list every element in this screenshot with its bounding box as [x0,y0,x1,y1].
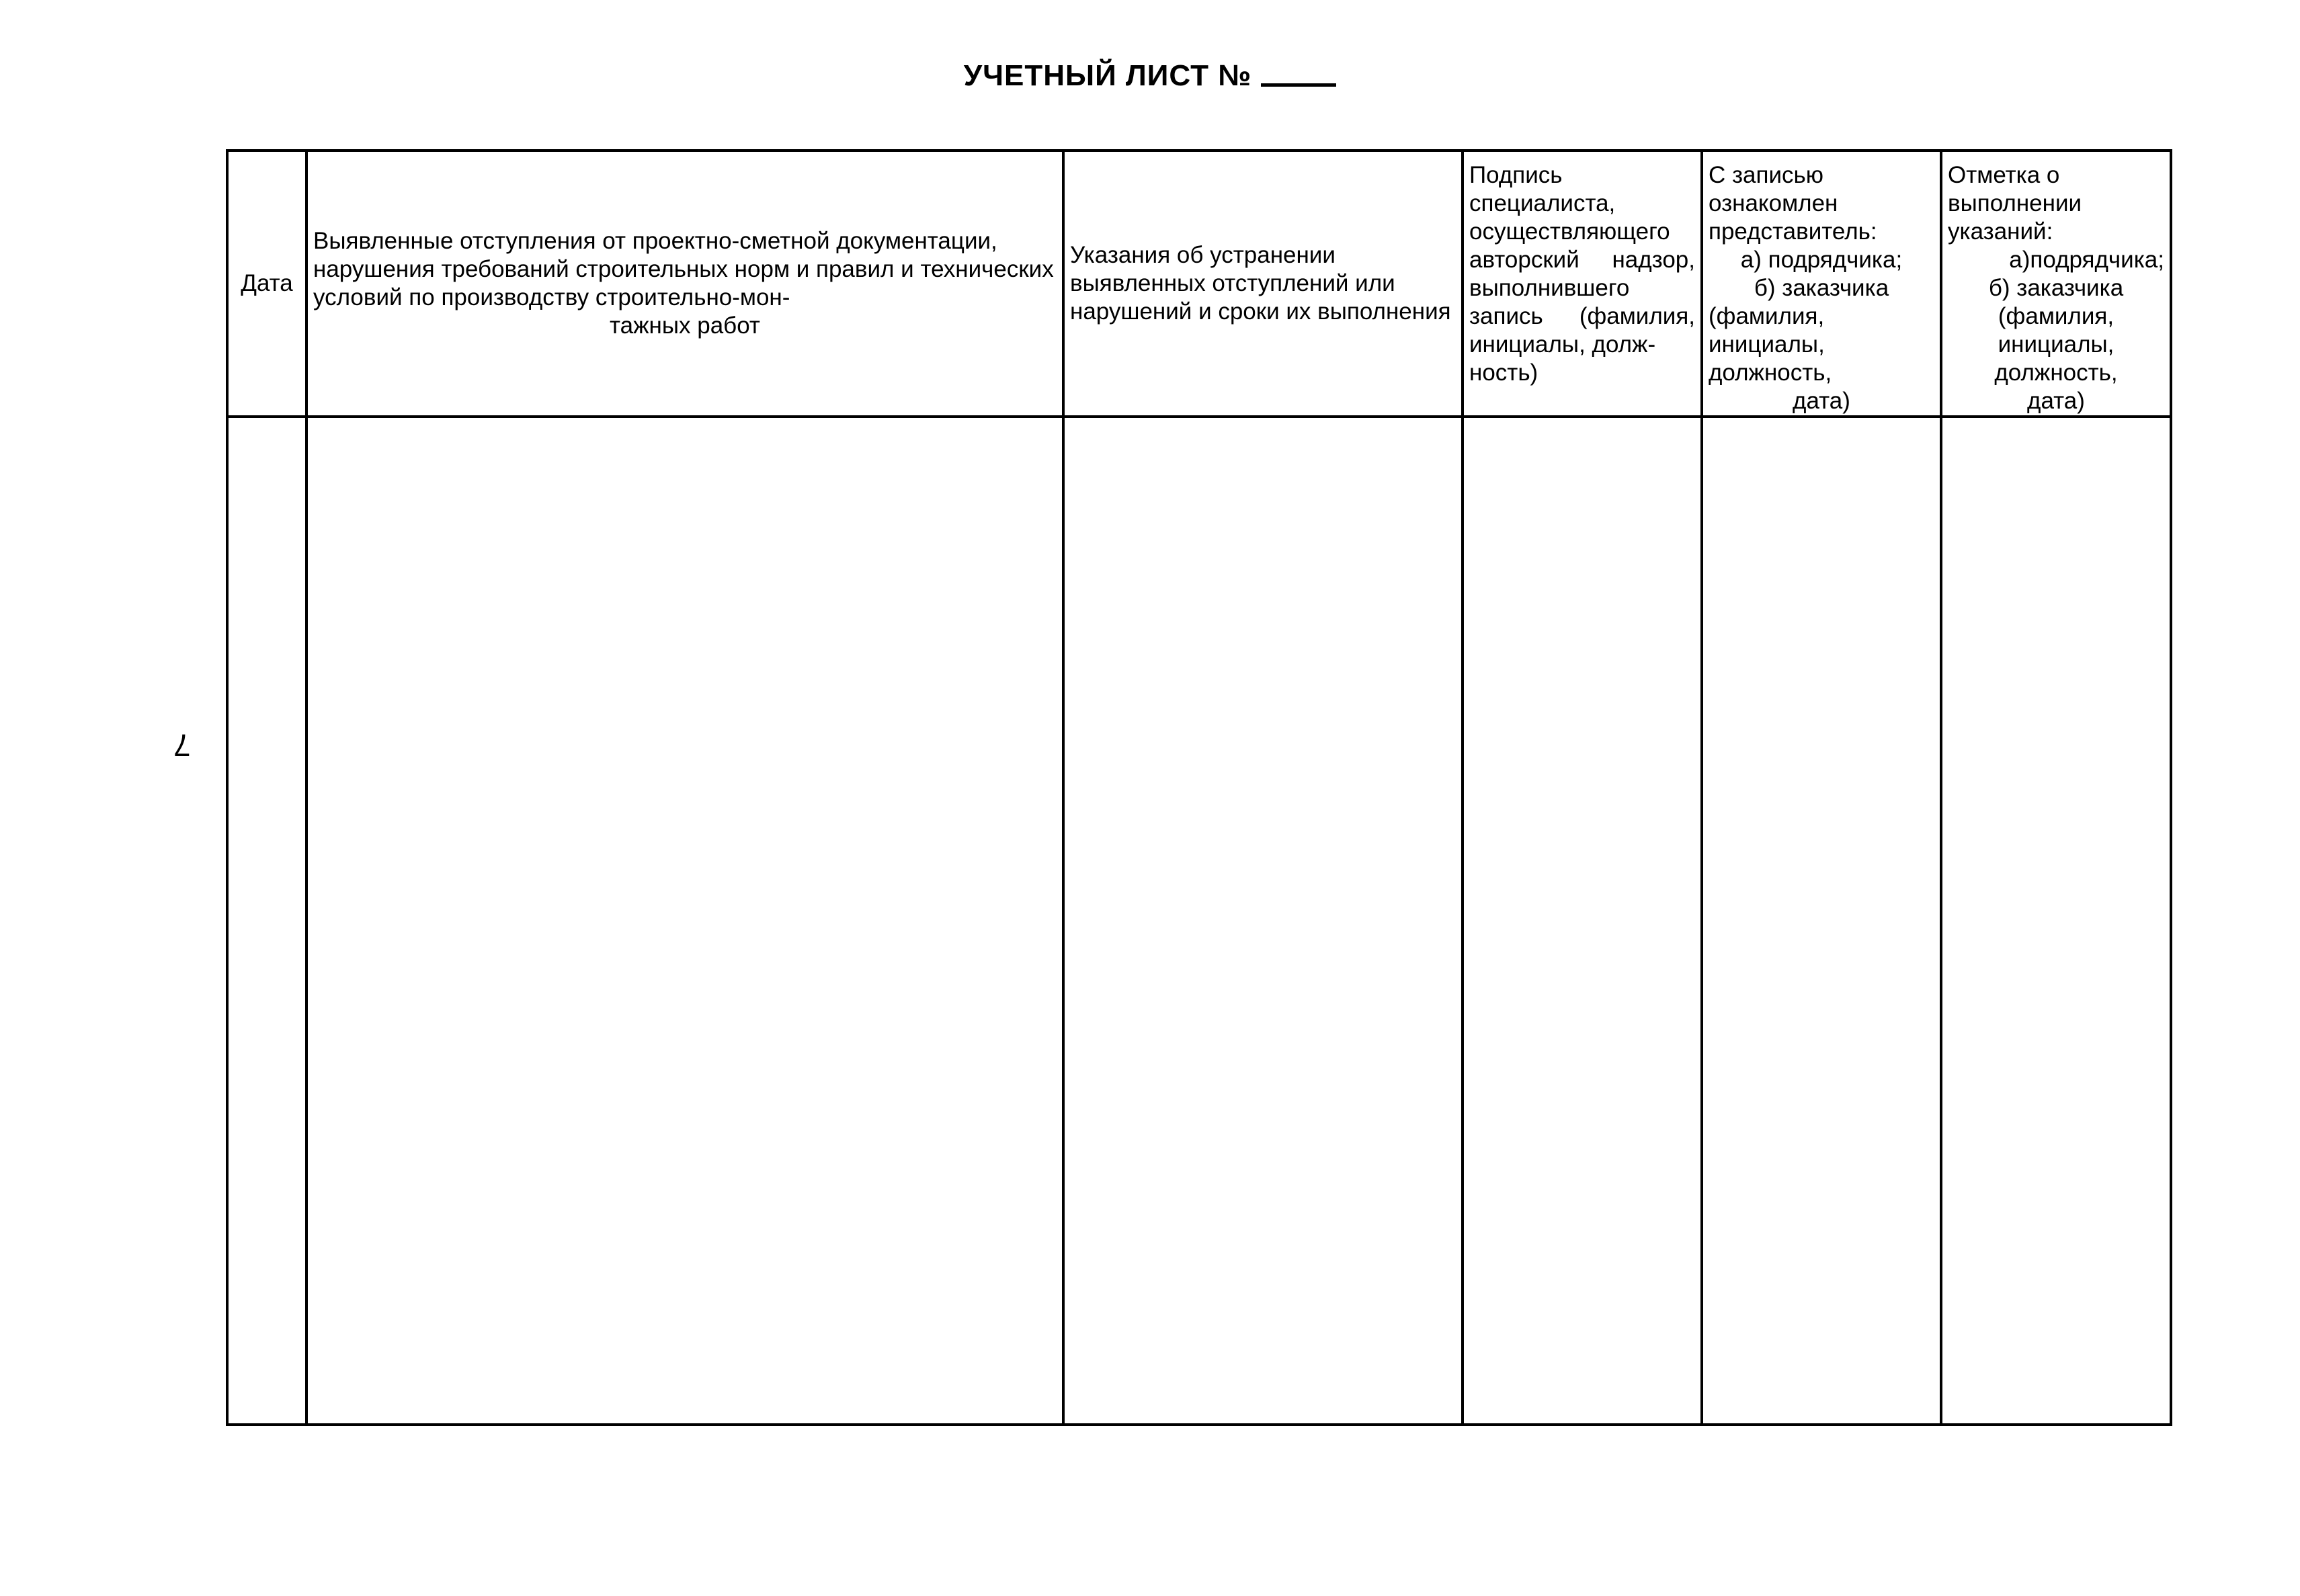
header-signature-main: Подпись специалиста, осуществляющего авторский надзор, выполнившего запись (фамилия, инициалы, долж- [1469,162,1695,358]
header-deviations-main: Выявленные отступления от проектно-сметной документации, нарушения требований строительных норм и правил и технических условий по производству строительно-мон- [313,228,1054,310]
header-acknowledged-a: а) подрядчика; [1740,247,1903,273]
cell-signature [1463,417,1702,1425]
header-deviations-tail: тажных работ [610,312,760,339]
header-acknowledged [1702,151,1941,417]
header-completion-details: (фамилия, инициалы, должность, [1994,303,2118,386]
page-number: 7 [173,728,191,763]
header-acknowledged-intro: С записью ознакомлен представитель: [1709,162,1877,245]
sheet-number-blank [1261,83,1336,87]
header-acknowledged-tail: дата) [1793,388,1850,414]
header-instructions: Указания об устранении выявленных отступлений или нарушений и сроки их выполнения [1063,151,1463,417]
header-date: Дата [227,151,306,417]
header-acknowledged-details: (фамилия, инициалы, должность, [1709,303,1832,386]
header-acknowledged-b: б) заказчика [1754,275,1889,301]
cell-instructions [1063,417,1463,1425]
cell-deviations [306,417,1063,1425]
header-signature-tail: ность) [1469,360,1538,386]
header-completion-b: б) заказчика [1988,275,2124,301]
table-header-row [227,151,2171,417]
table-row [227,417,2171,1425]
header-deviations [306,151,1063,417]
cell-date [227,417,306,1425]
cell-completion [1941,417,2171,1425]
header-completion [1941,151,2171,417]
cell-acknowledged [1702,417,1941,1425]
header-completion-tail: дата) [2027,388,2085,414]
header-completion-intro: Отметка о выполнении указаний: [1948,162,2082,245]
record-table [226,149,2172,1426]
page-title [0,59,2300,93]
header-completion-a: а)подрядчика; [2009,247,2164,273]
header-signature [1463,151,1702,417]
title-text: УЧЕТНЫЙ ЛИСТ № [963,59,1252,92]
